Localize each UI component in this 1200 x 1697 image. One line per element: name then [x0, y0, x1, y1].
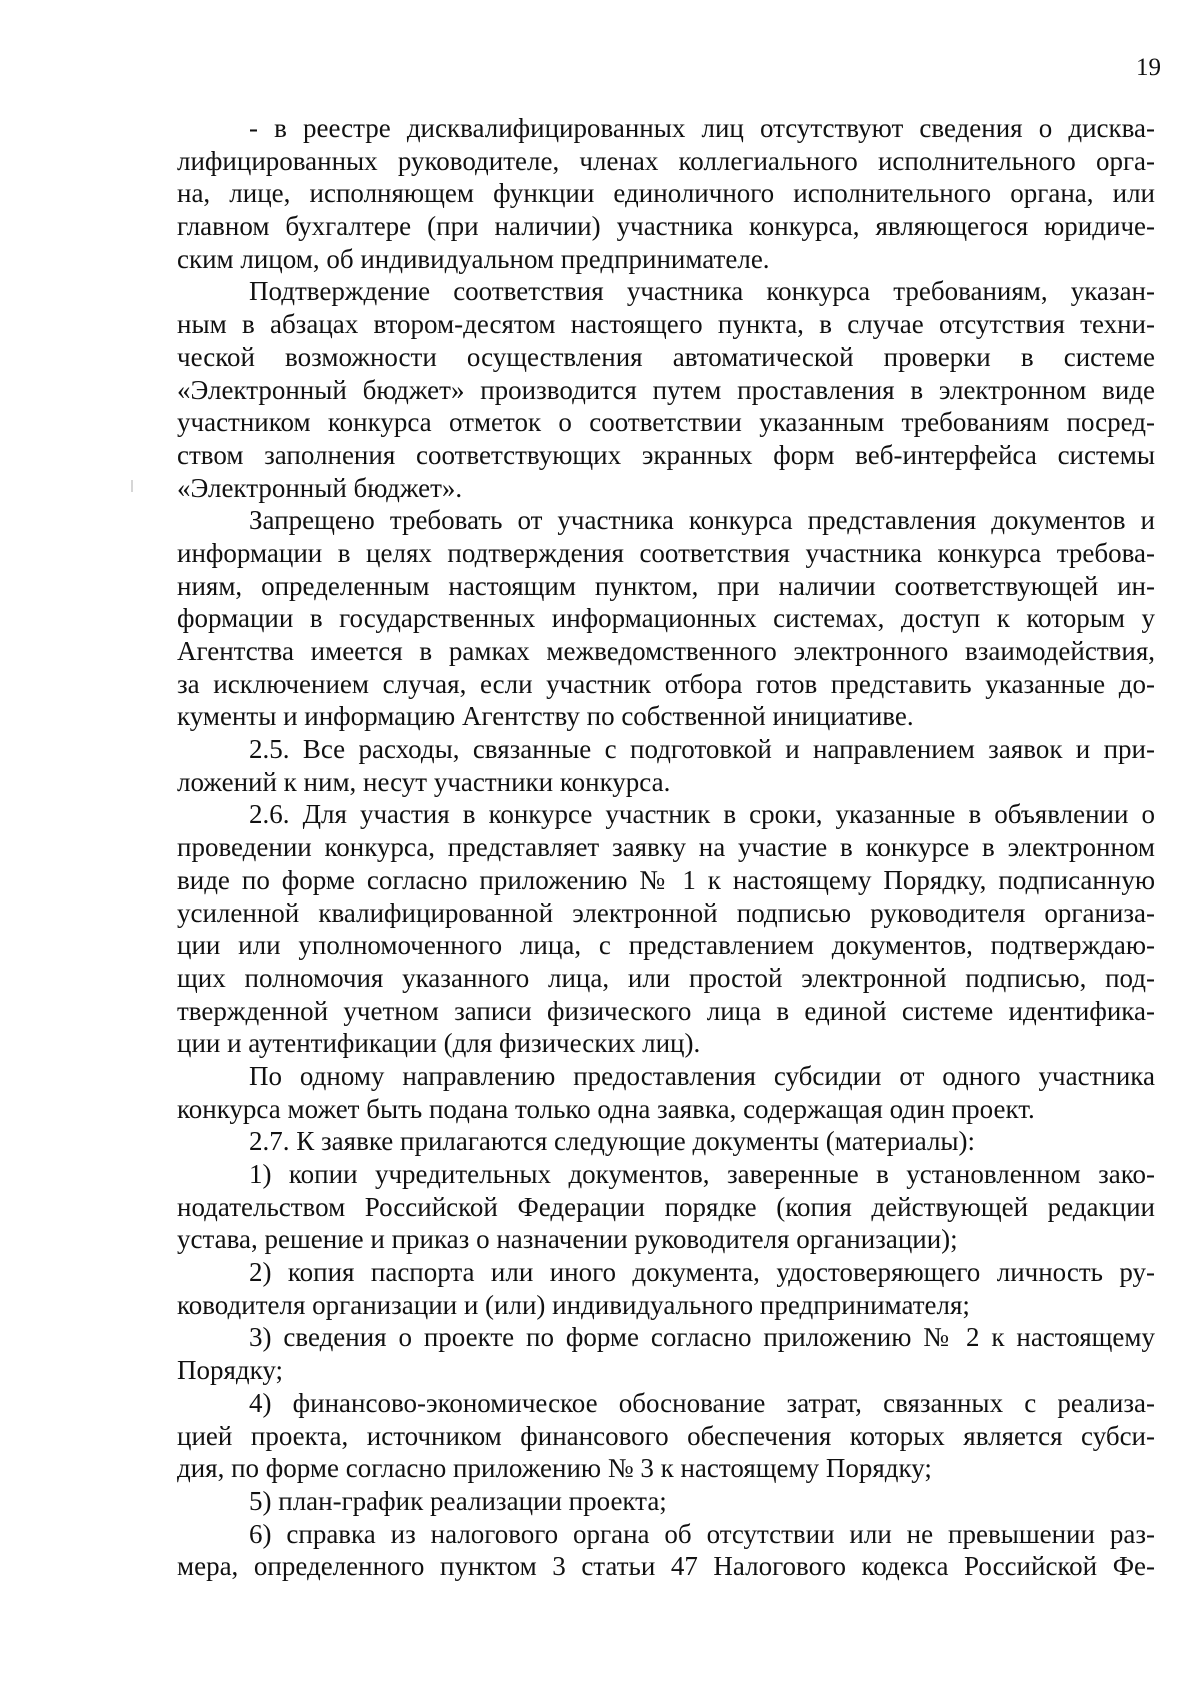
- text-line: По одному направлению предоставления субсидии от одного участника: [249, 1060, 1155, 1091]
- margin-mark: [131, 480, 133, 492]
- document-body: [177, 112, 1155, 1583]
- text-line: конкурса может быть подана только одна заявка, содержащая один проект.: [177, 1093, 1035, 1124]
- text-line: «Электронный бюджет».: [177, 472, 463, 503]
- text-line: цией проекта, источником финансового обеспечения которых является субси-: [177, 1420, 1155, 1451]
- text-line: Порядку;: [177, 1355, 284, 1386]
- text-line: кументы и информацию Агентству по собственной инициативе.: [177, 701, 914, 732]
- text-line: щих полномочия указанного лица, или простой электронной подписью, под-: [177, 962, 1155, 993]
- text-line: проведении конкурса, представляет заявку на участие в конкурсе в электронном: [177, 832, 1155, 863]
- text-line: участником конкурса отметок о соответствии указанным требованиям посред-: [177, 407, 1155, 438]
- page-number: 19: [1136, 54, 1161, 81]
- text-line: информации в целях подтверждения соответствия участника конкурса требова-: [177, 537, 1155, 568]
- text-line: Подтверждение соответствия участника конкурса требованиям, указан-: [249, 276, 1155, 307]
- text-line: лифицированных руководителе, членах коллегиального исполнительного орга-: [177, 145, 1155, 176]
- text-line: ложений к ним, несут участники конкурса.: [177, 766, 671, 797]
- text-line: ским лицом, об индивидуальном предпринимателе.: [177, 243, 770, 274]
- text-line: устава, решение и приказ о назначении руководителя организации);: [177, 1224, 958, 1255]
- text-line: Агентства имеется в рамках межведомственного электронного взаимодействия,: [177, 636, 1155, 666]
- text-line: виде по форме согласно приложению № 1 к настоящему Порядку, подписанную: [177, 864, 1155, 895]
- text-line: ции или уполномоченного лица, с представлением документов, подтверждаю-: [177, 930, 1155, 961]
- text-line: ководителя организации и (или) индивидуального предпринимателя;: [177, 1289, 970, 1320]
- text-line: 5) план-график реализации проекта;: [249, 1485, 667, 1516]
- text-line: ческой возможности осуществления автоматической проверки в системе: [177, 341, 1155, 372]
- text-line: 3) сведения о проекте по форме согласно приложению № 2 к настоящему: [249, 1322, 1155, 1353]
- text-line: усиленной квалифицированной электронной подписью руководителя организа-: [177, 897, 1155, 928]
- text-line: 6) справка из налогового органа об отсутствии или не превышении раз-: [249, 1518, 1155, 1549]
- text-line: мера, определенного пунктом 3 статьи 47 Налогового кодекса Российской Фе-: [177, 1551, 1155, 1582]
- text-line: 2.5. Все расходы, связанные с подготовкой и направлением заявок и при-: [249, 734, 1155, 765]
- text-line: Запрещено требовать от участника конкурса представления документов и: [249, 505, 1155, 536]
- text-line: 4) финансово-экономическое обоснование затрат, связанных с реализа-: [249, 1387, 1155, 1418]
- text-line: твержденной учетном записи физического лица в единой системе идентифика-: [177, 995, 1155, 1026]
- text-line: - в реестре дисквалифицированных лиц отсутствуют сведения о дисква-: [249, 113, 1155, 143]
- text-line: 2.6. Для участия в конкурсе участник в сроки, указанные в объявлении о: [249, 799, 1155, 830]
- text-line: ным в абзацах втором-десятом настоящего пункта, в случае отсутствия техни-: [177, 309, 1155, 340]
- text-line: ством заполнения соответствующих экранных форм веб-интерфейса системы: [177, 439, 1155, 470]
- text-line: формации в государственных информационных системах, доступ к которым у: [177, 603, 1155, 634]
- text-line: на, лице, исполняющем функции единоличного исполнительного органа, или: [177, 178, 1155, 209]
- text-line: ции и аутентификации (для физических лиц).: [177, 1028, 701, 1059]
- text-line: 2) копия паспорта или иного документа, удостоверяющего личность ру-: [249, 1257, 1155, 1288]
- text-line: главном бухгалтере (при наличии) участника конкурса, являющегося юридиче-: [177, 211, 1155, 242]
- text-line: ниям, определенным настоящим пунктом, при наличии соответствующей ин-: [177, 570, 1155, 601]
- text-line: за исключением случая, если участник отбора готов представить указанные до-: [177, 668, 1155, 699]
- text-line: «Электронный бюджет» производится путем проставления в электронном виде: [177, 374, 1155, 405]
- text-line: 1) копии учредительных документов, заверенные в установленном зако-: [249, 1159, 1155, 1189]
- text-line: нодательством Российской Федерации порядке (копия действующей редакции: [177, 1191, 1155, 1222]
- text-line: 2.7. К заявке прилагаются следующие документы (материалы):: [249, 1126, 976, 1157]
- text-line: дия, по форме согласно приложению № 3 к настоящему Порядку;: [177, 1453, 932, 1484]
